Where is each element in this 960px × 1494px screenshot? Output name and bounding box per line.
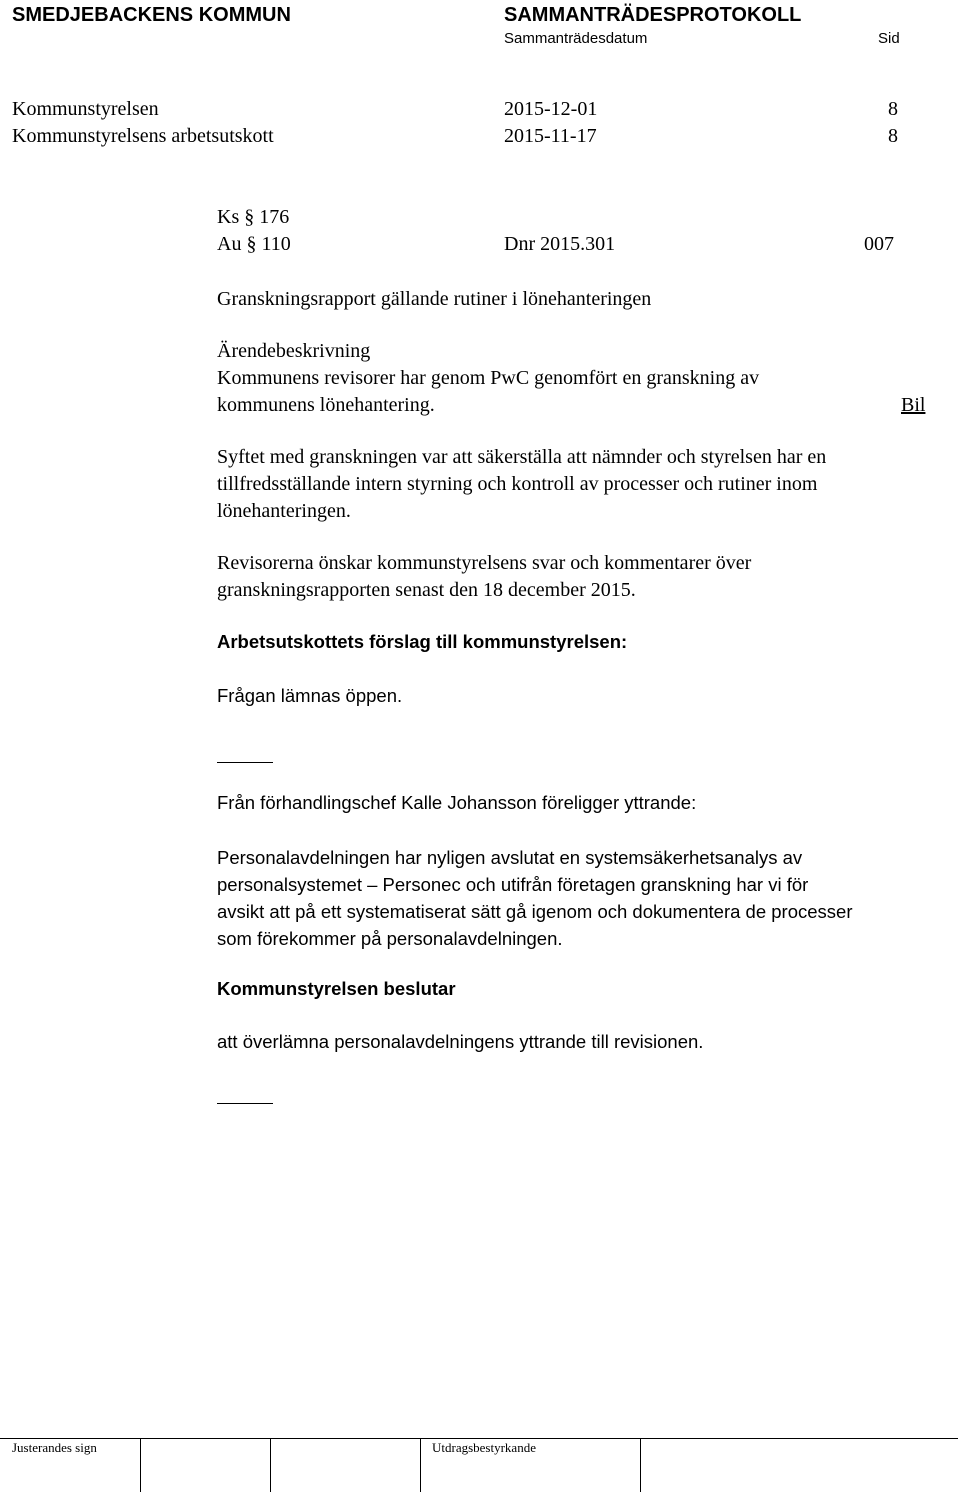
separator-rule [217, 762, 273, 763]
org-name: SMEDJEBACKENS KOMMUN [12, 4, 291, 26]
statement-intro: Från förhandlingschef Kalle Johansson föreligger yttrande: [217, 792, 697, 813]
paragraph-line: Revisorerna önskar kommunstyrelsens svar och kommentarer över [217, 552, 752, 574]
separator-rule [217, 1103, 273, 1104]
paragraph-line: lönehanteringen. [217, 500, 351, 522]
attachment-marker[interactable]: Bil [901, 394, 926, 416]
paragraph-line: som förekommer på personalavdelningen. [217, 928, 563, 949]
meeting-date-label: Sammanträdesdatum [504, 30, 648, 47]
section-heading-decision: Kommunstyrelsen beslutar [217, 978, 456, 999]
meeting-date: 2015-12-01 [504, 98, 598, 120]
request-paragraph [217, 550, 937, 604]
au-proposal-text: Frågan lämnas öppen. [217, 685, 403, 706]
paragraph-line: personalsystemet – Personec och utifrån företagen granskning har vi för [217, 874, 809, 895]
certified-extract-label: Utdragsbestyrkande [432, 1440, 536, 1455]
paragraph-line: granskningsrapporten senast den 18 december 2015. [217, 579, 636, 601]
paragraph-line: Syftet med granskningen var att säkerställa att nämnder och styrelsen har en [217, 446, 827, 468]
paragraph-line: Personalavdelningen har nyligen avslutat en systemsäkerhetsanalys av [217, 847, 803, 868]
section-heading-au-proposal: Arbetsutskottets förslag till kommunstyrelsen: [217, 631, 628, 652]
purpose-paragraph [217, 444, 937, 525]
footer-divider [420, 1438, 421, 1492]
meeting-body: Kommunstyrelsens arbetsutskott [12, 125, 274, 147]
meeting-date: 2015-11-17 [504, 125, 597, 147]
decision-text: att överlämna personalavdelningens yttrande till revisionen. [217, 1031, 704, 1052]
paragraph-line: avsikt att på ett systematiserat sätt gå igenom och dokumentera de processer [217, 901, 853, 922]
meeting-body: Kommunstyrelsen [12, 98, 159, 120]
description-line: Kommunens revisorer har genom PwC genomfört en granskning av [217, 367, 760, 389]
meeting-page: 8 [888, 125, 898, 147]
archive-code: 007 [864, 233, 894, 255]
paragraph-line: tillfredsställande intern styrning och kontroll av processer och rutiner inom [217, 473, 818, 495]
document-title: Granskningsrapport gällande rutiner i lönehanteringen [217, 288, 652, 310]
footer-divider [640, 1438, 641, 1492]
footer-divider [270, 1438, 271, 1492]
section-heading-description: Ärendebeskrivning [217, 340, 371, 362]
justify-signature-label: Justerandes sign [12, 1440, 97, 1455]
meeting-page: 8 [888, 98, 898, 120]
footer-divider [140, 1438, 141, 1492]
description-line: kommunens lönehantering. [217, 394, 435, 416]
ks-paragraph-ref: Ks § 176 [217, 206, 290, 228]
footer-rule [0, 1438, 958, 1439]
diary-number: Dnr 2015.301 [504, 233, 616, 255]
page-label: Sid [878, 30, 900, 47]
statement-paragraph [217, 844, 937, 952]
document-type: SAMMANTRÄDESPROTOKOLL [504, 4, 802, 26]
au-paragraph-ref: Au § 110 [217, 233, 291, 255]
